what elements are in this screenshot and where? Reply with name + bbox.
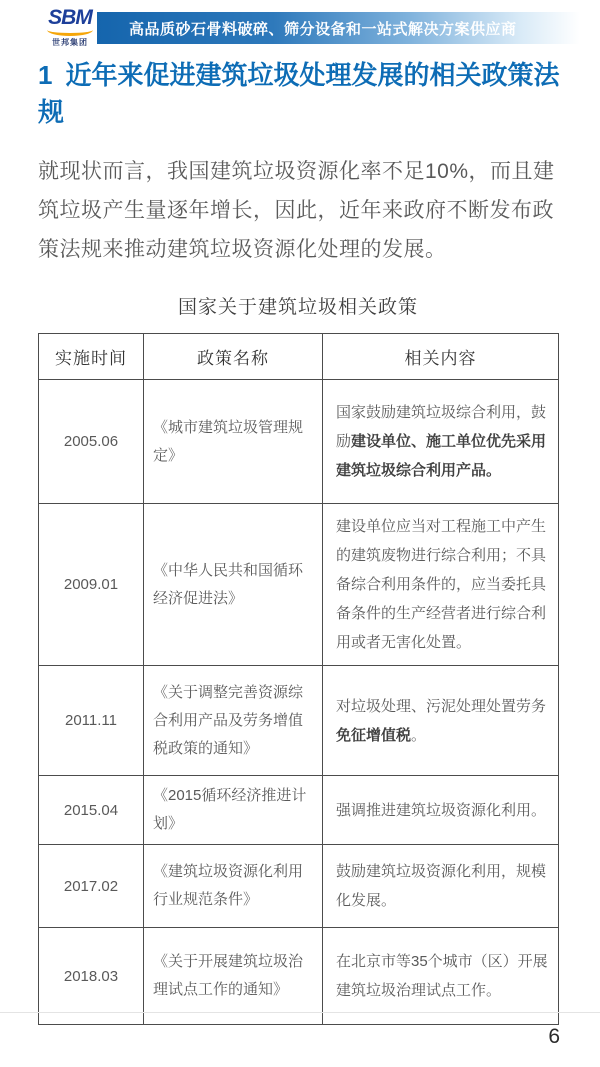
column-header: 政策名称 — [144, 334, 323, 380]
sbm-logo-company: 世邦集团 — [52, 38, 88, 47]
cell-policy-name: 《2015循环经济推进计划》 — [144, 776, 323, 845]
content-segment: 国家鼓励建筑垃圾综合利用，鼓励 — [336, 404, 547, 450]
cell-date: 2009.01 — [39, 504, 144, 666]
cell-policy-name: 《中华人民共和国循环经济促进法》 — [144, 504, 323, 666]
content-segment: 建设单位应当对工程施工中产生的建筑废物进行综合利用；不具备综合利用条件的，应当委托具备条件的生产经营者进行综合利用或者无害化处置。 — [336, 518, 547, 651]
content-segment: 对垃圾处理、污泥处理处置劳务 — [336, 697, 547, 715]
cell-date: 2011.11 — [39, 666, 144, 776]
content-segment: 在北京市等35个城市（区）开展建筑垃圾治理试点工作。 — [336, 953, 548, 999]
table-row — [39, 504, 559, 666]
cell-content — [323, 928, 559, 1025]
intro-paragraph: 就现状而言，我国建筑垃圾资源化率不足10%，而且建筑垃圾产生量逐年增长，因此，近年来政府不断发布政策法规来推动建筑垃圾资源化处理的发展。 — [38, 160, 555, 261]
table-header-row — [39, 334, 559, 380]
banner-slogan: 高品质砂石骨料破碎、筛分设备和一站式解决方案供应商 — [129, 20, 517, 38]
content-segment: 强调推进建筑垃圾资源化利用。 — [336, 801, 547, 819]
cell-date: 2005.06 — [39, 380, 144, 504]
table-row — [39, 380, 559, 504]
cell-date: 2017.02 — [39, 845, 144, 928]
table-row — [39, 776, 559, 845]
sbm-logo — [43, 8, 97, 48]
policy-table-body — [39, 380, 559, 1025]
sbm-logo-text: SBM — [48, 6, 92, 29]
cell-content — [323, 776, 559, 845]
policy-table — [38, 333, 559, 1025]
cell-policy-name: 《城市建筑垃圾管理规定》 — [144, 380, 323, 504]
column-header: 相关内容 — [323, 334, 559, 380]
cell-policy-name: 《关于开展建筑垃圾治理试点工作的通知》 — [144, 928, 323, 1025]
table-row — [39, 666, 559, 776]
header-banner — [97, 12, 600, 44]
cell-policy-name: 《建筑垃圾资源化利用行业规范条件》 — [144, 845, 323, 928]
page-number: 6 — [548, 1025, 560, 1048]
cell-policy-name: 《关于调整完善资源综合利用产品及劳务增值税政策的通知》 — [144, 666, 323, 776]
table-caption: 国家关于建筑垃圾相关政策 — [177, 297, 418, 318]
cell-content — [323, 666, 559, 776]
cell-date: 2018.03 — [39, 928, 144, 1025]
cell-content — [323, 845, 559, 928]
cell-content — [323, 504, 559, 666]
cell-date: 2015.04 — [39, 776, 144, 845]
footer-divider — [0, 1012, 600, 1013]
table-row — [39, 928, 559, 1025]
content-segment: 鼓励建筑垃圾资源化利用，规模化发展。 — [336, 863, 547, 909]
cell-content — [323, 380, 559, 504]
column-header: 实施时间 — [39, 334, 144, 380]
section-title-number: 1 — [38, 60, 53, 90]
section-title — [38, 57, 565, 131]
content-bold-segment: 建设单位、施工单位优先采用建筑垃圾综合利用产品。 — [336, 433, 547, 479]
content-bold-segment: 免征增值税 — [336, 726, 412, 744]
content-segment: 。 — [411, 726, 427, 744]
section-title-text: 近年来促进建筑垃圾处理发展的相关政策法规 — [38, 60, 560, 127]
table-row — [39, 845, 559, 928]
